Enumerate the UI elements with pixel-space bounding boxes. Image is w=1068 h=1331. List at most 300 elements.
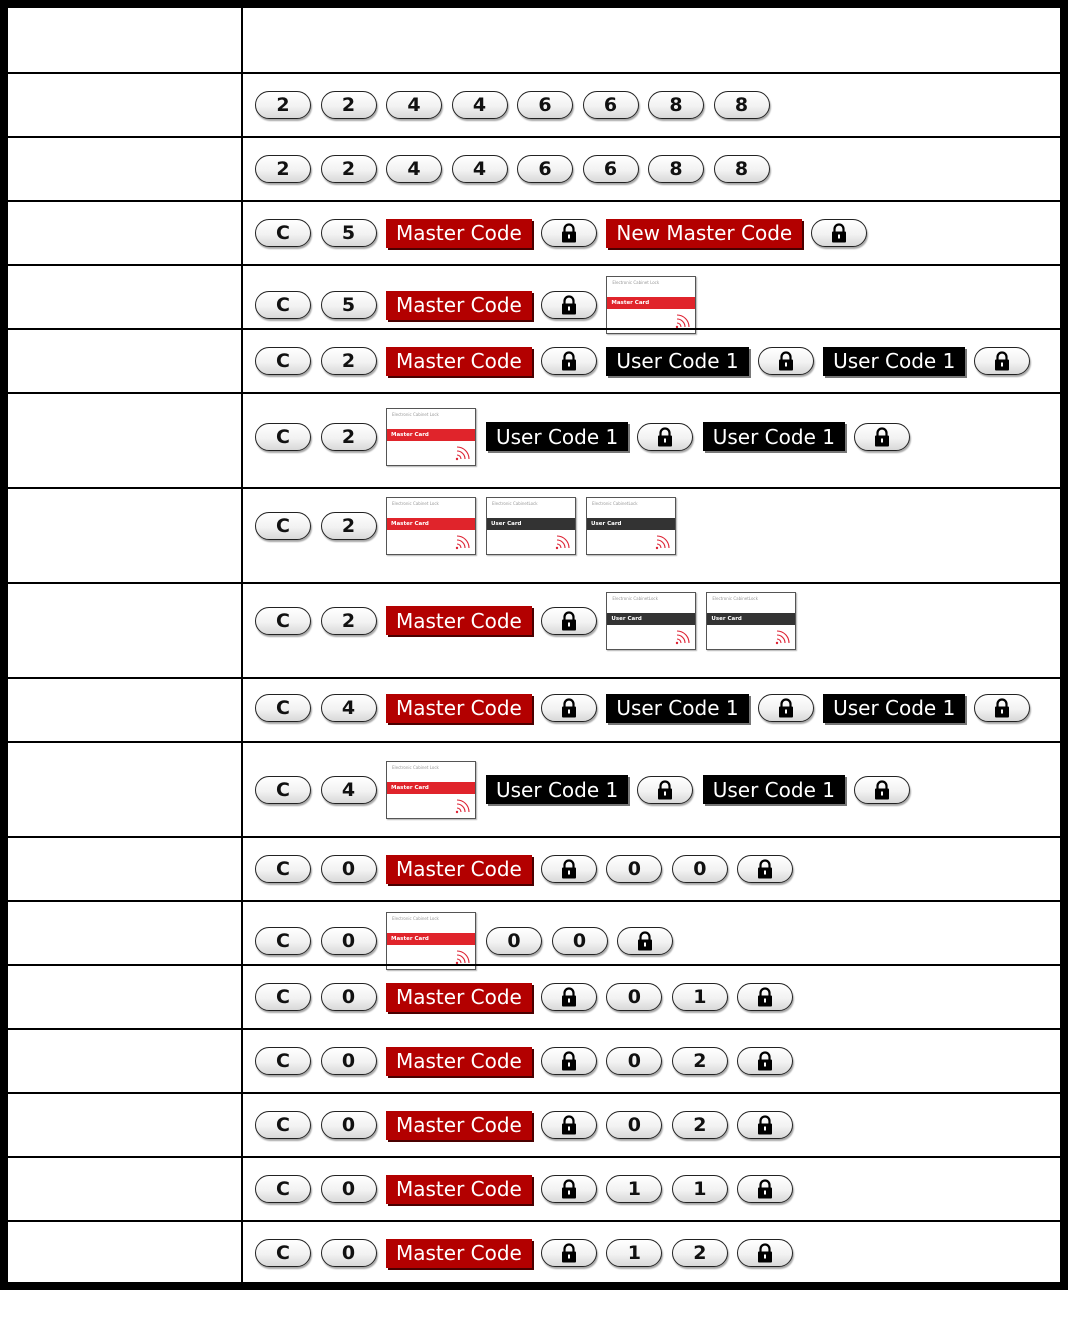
keypad-key (606, 1111, 662, 1139)
lock-glyph (657, 427, 673, 447)
key-label: C (276, 1178, 290, 1200)
key-label: C (276, 1242, 290, 1264)
key-sequence (255, 155, 779, 183)
lock-glyph (994, 351, 1010, 371)
lock-key (541, 1175, 597, 1203)
key-sequence-cell (243, 743, 1060, 836)
key-label: 0 (341, 986, 356, 1008)
lock-icon (778, 698, 794, 718)
key-sequence-cell (243, 394, 1060, 487)
keypad-key (255, 927, 311, 955)
keypad-key (255, 91, 311, 119)
lock-key (637, 423, 693, 451)
card-brand-text: Electronic CabinetLock (712, 595, 758, 601)
keypad-key (672, 1111, 728, 1139)
lock-icon (831, 223, 847, 243)
card-band-label: Master Card (387, 782, 475, 794)
lock-icon (561, 987, 577, 1007)
keypad-key (255, 776, 311, 804)
key-sequence (255, 694, 1040, 723)
code-text: Master Code (396, 857, 522, 881)
user-card-icon (706, 592, 796, 650)
rfid-wave-icon (675, 313, 691, 329)
key-label: 4 (341, 778, 356, 801)
lock-glyph (561, 698, 577, 718)
keypad-key (255, 155, 311, 183)
key-label: 8 (669, 158, 683, 180)
key-label: 0 (507, 930, 521, 952)
key-sequence-cell (243, 330, 1060, 392)
description-cell (8, 679, 243, 741)
keypad-key (321, 694, 377, 722)
key-sequence (255, 592, 806, 650)
description-cell (8, 838, 243, 900)
description-cell (8, 743, 243, 836)
lock-icon (637, 931, 653, 951)
lock-glyph (561, 1243, 577, 1263)
code-text: Master Code (396, 1241, 522, 1265)
key-label: 1 (627, 1242, 641, 1264)
lock-glyph (757, 1179, 773, 1199)
code-text: Master Code (396, 1049, 522, 1073)
keypad-key (672, 1175, 728, 1203)
lock-icon (561, 1243, 577, 1263)
description-cell (8, 74, 243, 136)
lock-glyph (561, 295, 577, 315)
key-label: 2 (276, 94, 290, 116)
lock-glyph (757, 1051, 773, 1071)
lock-glyph (657, 780, 673, 800)
keypad-key (255, 607, 311, 635)
keypad-key (321, 855, 377, 883)
code-text: Master Code (396, 349, 522, 373)
key-sequence (255, 497, 686, 555)
lock-key (541, 855, 597, 883)
key-sequence (255, 855, 803, 884)
key-sequence-cell (243, 138, 1060, 200)
lock-key (974, 694, 1030, 722)
keypad-key (606, 1047, 662, 1075)
card-brand-text: Electronic Cabinet Lock (392, 764, 439, 770)
code-text: Master Code (396, 608, 522, 633)
keypad-key (517, 155, 573, 183)
code-text: User Code 1 (496, 424, 619, 449)
key-label: 0 (341, 1114, 356, 1136)
key-label: 0 (341, 930, 356, 952)
lock-icon (994, 351, 1010, 371)
lock-icon (994, 698, 1010, 718)
user-code-label (486, 775, 628, 804)
key-sequence-cell (243, 1030, 1060, 1092)
keypad-key (255, 855, 311, 883)
card-band-label: Master Card (387, 518, 475, 530)
master-code-label (386, 219, 532, 248)
user-code-label (823, 694, 965, 723)
key-label: 2 (341, 514, 356, 537)
keypad-key (452, 91, 508, 119)
description-cell (8, 966, 243, 1028)
lock-icon (757, 987, 773, 1007)
code-text: Master Code (396, 1113, 522, 1137)
table-row (8, 264, 1060, 328)
card-band-label: Master Card (387, 429, 475, 441)
lock-glyph (874, 780, 890, 800)
keypad-key (714, 91, 770, 119)
keypad-key (672, 983, 728, 1011)
card-brand-text: Electronic Cabinet Lock (392, 916, 439, 921)
keypad-key (583, 155, 639, 183)
keypad-key (517, 91, 573, 119)
keypad-key (321, 1175, 377, 1203)
key-label: 2 (693, 1242, 707, 1264)
keypad-key (321, 219, 377, 247)
table-row (8, 136, 1060, 200)
keypad-key (606, 1239, 662, 1267)
lock-glyph (874, 427, 890, 447)
card-band-label: User Card (587, 518, 675, 530)
table-row (8, 487, 1060, 582)
table-row (8, 582, 1060, 677)
lock-key (541, 983, 597, 1011)
user-code-label (486, 422, 628, 451)
key-sequence (255, 1239, 803, 1268)
user-card-icon (586, 497, 676, 555)
key-sequence-cell (243, 838, 1060, 900)
lock-key (541, 347, 597, 375)
key-label: 2 (341, 350, 356, 372)
key-sequence (255, 1175, 803, 1204)
key-label: 0 (627, 986, 641, 1008)
keypad-key (583, 91, 639, 119)
card-band-label: Master Card (607, 297, 695, 309)
lock-glyph (637, 931, 653, 951)
master-code-label (386, 983, 532, 1012)
lock-icon (561, 1115, 577, 1135)
keypad-key (255, 1047, 311, 1075)
keypad-key (321, 347, 377, 375)
keypad-key (606, 1175, 662, 1203)
rfid-wave-icon (555, 534, 571, 550)
lock-key (737, 1111, 793, 1139)
key-sequence (255, 1111, 803, 1140)
key-sequence (255, 408, 919, 466)
key-label: 0 (627, 1114, 641, 1136)
card-brand-text: Electronic CabinetLock (612, 595, 658, 601)
code-text: User Code 1 (833, 349, 956, 373)
description-cell (8, 394, 243, 487)
keypad-key (672, 1239, 728, 1267)
lock-key (541, 219, 597, 247)
master-code-label (386, 347, 532, 376)
key-label: 4 (341, 697, 356, 719)
key-label: C (276, 350, 290, 372)
description-cell (8, 1222, 243, 1284)
lock-glyph (831, 223, 847, 243)
user-code-label (606, 694, 748, 723)
lock-key (541, 1047, 597, 1075)
description-cell (8, 1030, 243, 1092)
key-label: 0 (627, 1050, 641, 1072)
key-label: 5 (341, 294, 356, 316)
lock-key (737, 855, 793, 883)
master-card-icon (606, 276, 696, 334)
key-sequence (255, 761, 919, 819)
keypad-key (255, 983, 311, 1011)
keypad-key (255, 1111, 311, 1139)
code-text: User Code 1 (712, 424, 835, 449)
lock-key (637, 776, 693, 804)
master-code-label (386, 694, 532, 723)
master-code-label (386, 1175, 532, 1204)
table-row (8, 392, 1060, 487)
lock-icon (757, 1243, 773, 1263)
keypad-key (321, 776, 377, 804)
new-master-code-label (606, 219, 802, 248)
lock-icon (757, 1115, 773, 1135)
card-band-label: User Card (607, 613, 695, 625)
code-text: User Code 1 (616, 696, 739, 720)
key-sequence (255, 912, 683, 970)
key-label: C (276, 294, 290, 316)
table-row (8, 1028, 1060, 1092)
key-label: C (276, 1050, 290, 1072)
lock-glyph (757, 1115, 773, 1135)
key-label: C (276, 858, 290, 880)
keypad-key (486, 927, 542, 955)
keypad-key (321, 927, 377, 955)
rfid-wave-icon (455, 534, 471, 550)
key-label: 1 (693, 986, 707, 1008)
code-text: Master Code (396, 1177, 522, 1201)
lock-key (541, 291, 597, 319)
key-sequence-cell (243, 1094, 1060, 1156)
key-sequence (255, 983, 803, 1012)
key-label: 0 (341, 858, 356, 880)
keypad-key (321, 512, 377, 540)
keypad-key (386, 155, 442, 183)
description-cell (8, 266, 243, 328)
card-brand-text: Electronic CabinetLock (592, 500, 638, 506)
key-sequence (255, 276, 706, 334)
key-sequence (255, 219, 877, 248)
key-label: C (276, 425, 290, 448)
code-text: Master Code (396, 985, 522, 1009)
card-brand-text: Electronic Cabinet Lock (392, 411, 439, 417)
card-brand-text: Electronic Cabinet Lock (612, 280, 660, 285)
lock-icon (561, 859, 577, 879)
key-label: 6 (538, 94, 552, 116)
lock-icon (874, 780, 890, 800)
keypad-key (255, 291, 311, 319)
table-row (8, 964, 1060, 1028)
instruction-table (8, 8, 1060, 1282)
user-code-label (823, 347, 965, 376)
lock-glyph (561, 1115, 577, 1135)
keypad-key (255, 347, 311, 375)
key-label: 2 (341, 425, 356, 448)
table-row (8, 1220, 1060, 1284)
keypad-key (321, 1239, 377, 1267)
rfid-wave-icon (675, 629, 691, 645)
key-sequence (255, 91, 779, 119)
table-row (8, 72, 1060, 136)
lock-icon (874, 427, 890, 447)
lock-glyph (561, 1051, 577, 1071)
lock-icon (657, 427, 673, 447)
lock-glyph (994, 698, 1010, 718)
code-text: User Code 1 (833, 696, 956, 720)
key-label: 1 (627, 1178, 641, 1200)
description-cell (8, 1094, 243, 1156)
master-code-label (386, 1111, 532, 1140)
code-text: User Code 1 (712, 777, 835, 802)
table-grid (8, 8, 1060, 1282)
key-sequence-cell (243, 202, 1060, 264)
lock-key (541, 607, 597, 635)
key-sequence (255, 1047, 803, 1076)
lock-icon (561, 1179, 577, 1199)
key-sequence-cell (243, 966, 1060, 1028)
lock-icon (561, 223, 577, 243)
key-label: 8 (734, 94, 749, 116)
description-cell (8, 1158, 243, 1220)
key-label: 8 (669, 94, 683, 116)
master-code-label (386, 606, 532, 635)
key-label: 4 (407, 158, 421, 180)
lock-key (617, 927, 673, 955)
lock-glyph (561, 859, 577, 879)
keypad-key (255, 694, 311, 722)
key-label: 2 (341, 609, 356, 632)
lock-glyph (561, 611, 577, 631)
code-text: Master Code (396, 696, 522, 720)
key-label: 2 (341, 158, 356, 180)
user-code-label (703, 775, 845, 804)
description-cell (8, 138, 243, 200)
key-label: 8 (734, 158, 749, 180)
key-label: C (276, 778, 290, 801)
keypad-key (648, 155, 704, 183)
keypad-key (606, 983, 662, 1011)
master-card-icon (386, 912, 476, 970)
key-label: C (276, 930, 290, 952)
key-label: C (276, 222, 290, 244)
lock-icon (561, 698, 577, 718)
lock-key (541, 1239, 597, 1267)
lock-glyph (757, 1243, 773, 1263)
key-label: C (276, 986, 290, 1008)
key-sequence-cell (243, 584, 1060, 677)
table-row (8, 1092, 1060, 1156)
key-sequence-cell (243, 902, 1060, 964)
key-label: 2 (693, 1050, 707, 1072)
code-text: Master Code (396, 293, 522, 317)
master-code-label (386, 855, 532, 884)
key-label: 6 (603, 94, 618, 116)
key-label: C (276, 514, 290, 537)
card-band-label: User Card (707, 613, 795, 625)
keypad-key (452, 155, 508, 183)
master-card-icon (386, 497, 476, 555)
rfid-wave-icon (455, 949, 471, 965)
lock-icon (561, 1051, 577, 1071)
user-card-icon (606, 592, 696, 650)
table-row (8, 836, 1060, 900)
key-label: 6 (603, 158, 618, 180)
master-code-label (386, 291, 532, 320)
user-code-label (703, 422, 845, 451)
lock-glyph (561, 1179, 577, 1199)
lock-key (737, 983, 793, 1011)
keypad-key (321, 1047, 377, 1075)
table-row (8, 677, 1060, 741)
lock-glyph (757, 987, 773, 1007)
lock-key (811, 219, 867, 247)
key-sequence (255, 347, 1040, 376)
key-sequence-cell (243, 679, 1060, 741)
lock-icon (561, 611, 577, 631)
lock-key (758, 694, 814, 722)
key-label: C (276, 697, 290, 719)
key-label: 2 (276, 158, 290, 180)
keypad-key (321, 155, 377, 183)
key-sequence-cell (243, 74, 1060, 136)
lock-icon (778, 351, 794, 371)
lock-glyph (778, 698, 794, 718)
rfid-wave-icon (655, 534, 671, 550)
keypad-key (321, 91, 377, 119)
lock-icon (561, 295, 577, 315)
master-card-icon (386, 408, 476, 466)
key-label: 4 (407, 94, 421, 116)
user-code-label (606, 347, 748, 376)
card-brand-text: Electronic Cabinet Lock (392, 500, 439, 506)
lock-key (541, 694, 597, 722)
description-cell (8, 330, 243, 392)
keypad-key (606, 855, 662, 883)
key-label: 2 (341, 94, 356, 116)
lock-glyph (561, 351, 577, 371)
keypad-key (321, 423, 377, 451)
keypad-key (321, 1111, 377, 1139)
lock-key (854, 776, 910, 804)
key-label: 5 (341, 222, 356, 244)
key-label: 0 (341, 1242, 356, 1264)
keypad-key (321, 607, 377, 635)
lock-icon (757, 859, 773, 879)
key-label: 2 (693, 1114, 707, 1136)
lock-key (758, 347, 814, 375)
keypad-key (714, 155, 770, 183)
lock-icon (757, 1051, 773, 1071)
rfid-wave-icon (775, 629, 791, 645)
keypad-key (255, 219, 311, 247)
key-label: C (276, 1114, 290, 1136)
master-card-icon (386, 761, 476, 819)
keypad-key (648, 91, 704, 119)
key-label: 1 (693, 1178, 707, 1200)
lock-key (974, 347, 1030, 375)
lock-glyph (778, 351, 794, 371)
keypad-key (386, 91, 442, 119)
description-cell (8, 489, 243, 582)
lock-key (737, 1175, 793, 1203)
code-text: User Code 1 (496, 777, 619, 802)
master-code-label (386, 1047, 532, 1076)
key-label: 0 (341, 1178, 356, 1200)
key-sequence-cell (243, 1158, 1060, 1220)
table-row (8, 900, 1060, 964)
